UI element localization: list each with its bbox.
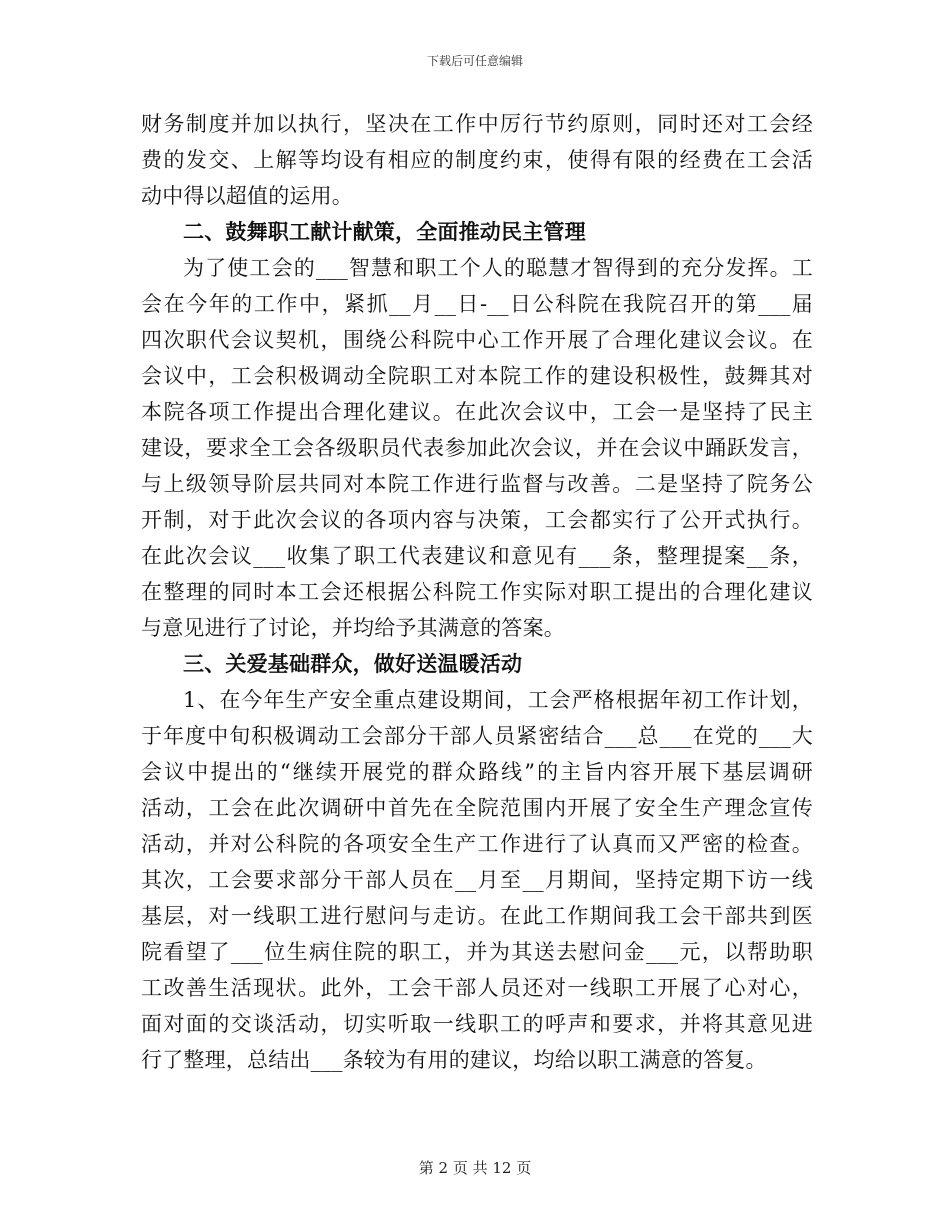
body-text-line: 费的发交、上解等均设有相应的制度约束，使得有限的经费在工会活 [141, 148, 813, 172]
body-text-line: 会议中，工会积极调动全院职工对本院工作的建设积极性，鼓舞其对 [141, 364, 813, 388]
body-text-line: 面对面的交谈活动，切实听取一线职工的呼声和要求，并将其意见进 [141, 1012, 813, 1036]
body-text-line: 建设，要求全工会各级职员代表参加此次会议，并在会议中踊跃发言， [141, 436, 813, 460]
document-body [141, 106, 813, 1078]
body-text-line: 会在今年的工作中，紧抓__月__日-__日公科院在我院召开的第___届 [141, 292, 813, 316]
body-text-line: 1、在今年生产安全重点建设期间，工会严格根据年初工作计划， [183, 688, 813, 712]
body-text-line: 与上级领导阶层共同对本院工作进行监督与改善。二是坚持了院务公 [141, 472, 813, 496]
body-text-line: 动中得以超值的运用。 [141, 184, 353, 208]
body-text-line: 四次职代会议契机，围绕公科院中心工作开展了合理化建议会议。在 [141, 328, 813, 352]
body-text-line: 与意见进行了讨论，并均给予其满意的答案。 [141, 616, 565, 640]
body-text-line: 工改善生活现状。此外，工会干部人员还对一线职工开展了心对心， [141, 976, 813, 1000]
body-text-line: 本院各项工作提出合理化建议。在此次会议中，工会一是坚持了民主 [141, 400, 813, 424]
body-text-line: 财务制度并加以执行，坚决在工作中厉行节约原则，同时还对工会经 [141, 112, 813, 136]
body-text-line: 基层，对一线职工进行慰问与走访。在此工作期间我工会干部共到医 [141, 904, 813, 928]
body-text-line: 会议中提出的“继续开展党的群众路线”的主旨内容开展下基层调研 [141, 760, 813, 784]
body-text-line: 其次，工会要求部分干部人员在__月至__月期间，坚持定期下访一线 [141, 868, 813, 892]
section-heading: 三、关爱基础群众，做好送温暖活动 [183, 651, 523, 676]
section-heading: 二、鼓舞职工献计献策，全面推动民主管理 [183, 219, 586, 244]
body-text-line: 活动，并对公科院的各项安全生产工作进行了认真而又严密的检查。 [141, 832, 813, 856]
body-text-line: 在整理的同时本工会还根据公科院工作实际对职工提出的合理化建议 [141, 580, 813, 604]
body-text-line: 院看望了___位生病住院的职工，并为其送去慰问金___元，以帮助职 [141, 940, 813, 964]
page-header: 下载后可任意编辑 [426, 54, 523, 68]
body-text-line: 行了整理，总结出___条较为有用的建议，均给以职工满意的答复。 [141, 1048, 767, 1072]
body-text-line: 为了使工会的___智慧和职工个人的聪慧才智得到的充分发挥。工 [183, 256, 813, 280]
body-text-line: 活动，工会在此次调研中首先在全院范围内开展了安全生产理念宣传 [141, 796, 813, 820]
page-footer: 第 2 页 共 12 页 [418, 1159, 532, 1177]
body-text-line: 在此次会议___收集了职工代表建议和意见有___条，整理提案__条， [141, 544, 813, 568]
body-text-line: 于年度中旬积极调动工会部分干部人员紧密结合___总___在党的___大 [141, 724, 813, 748]
body-text-line: 开制，对于此次会议的各项内容与决策，工会都实行了公开式执行。 [141, 508, 813, 532]
